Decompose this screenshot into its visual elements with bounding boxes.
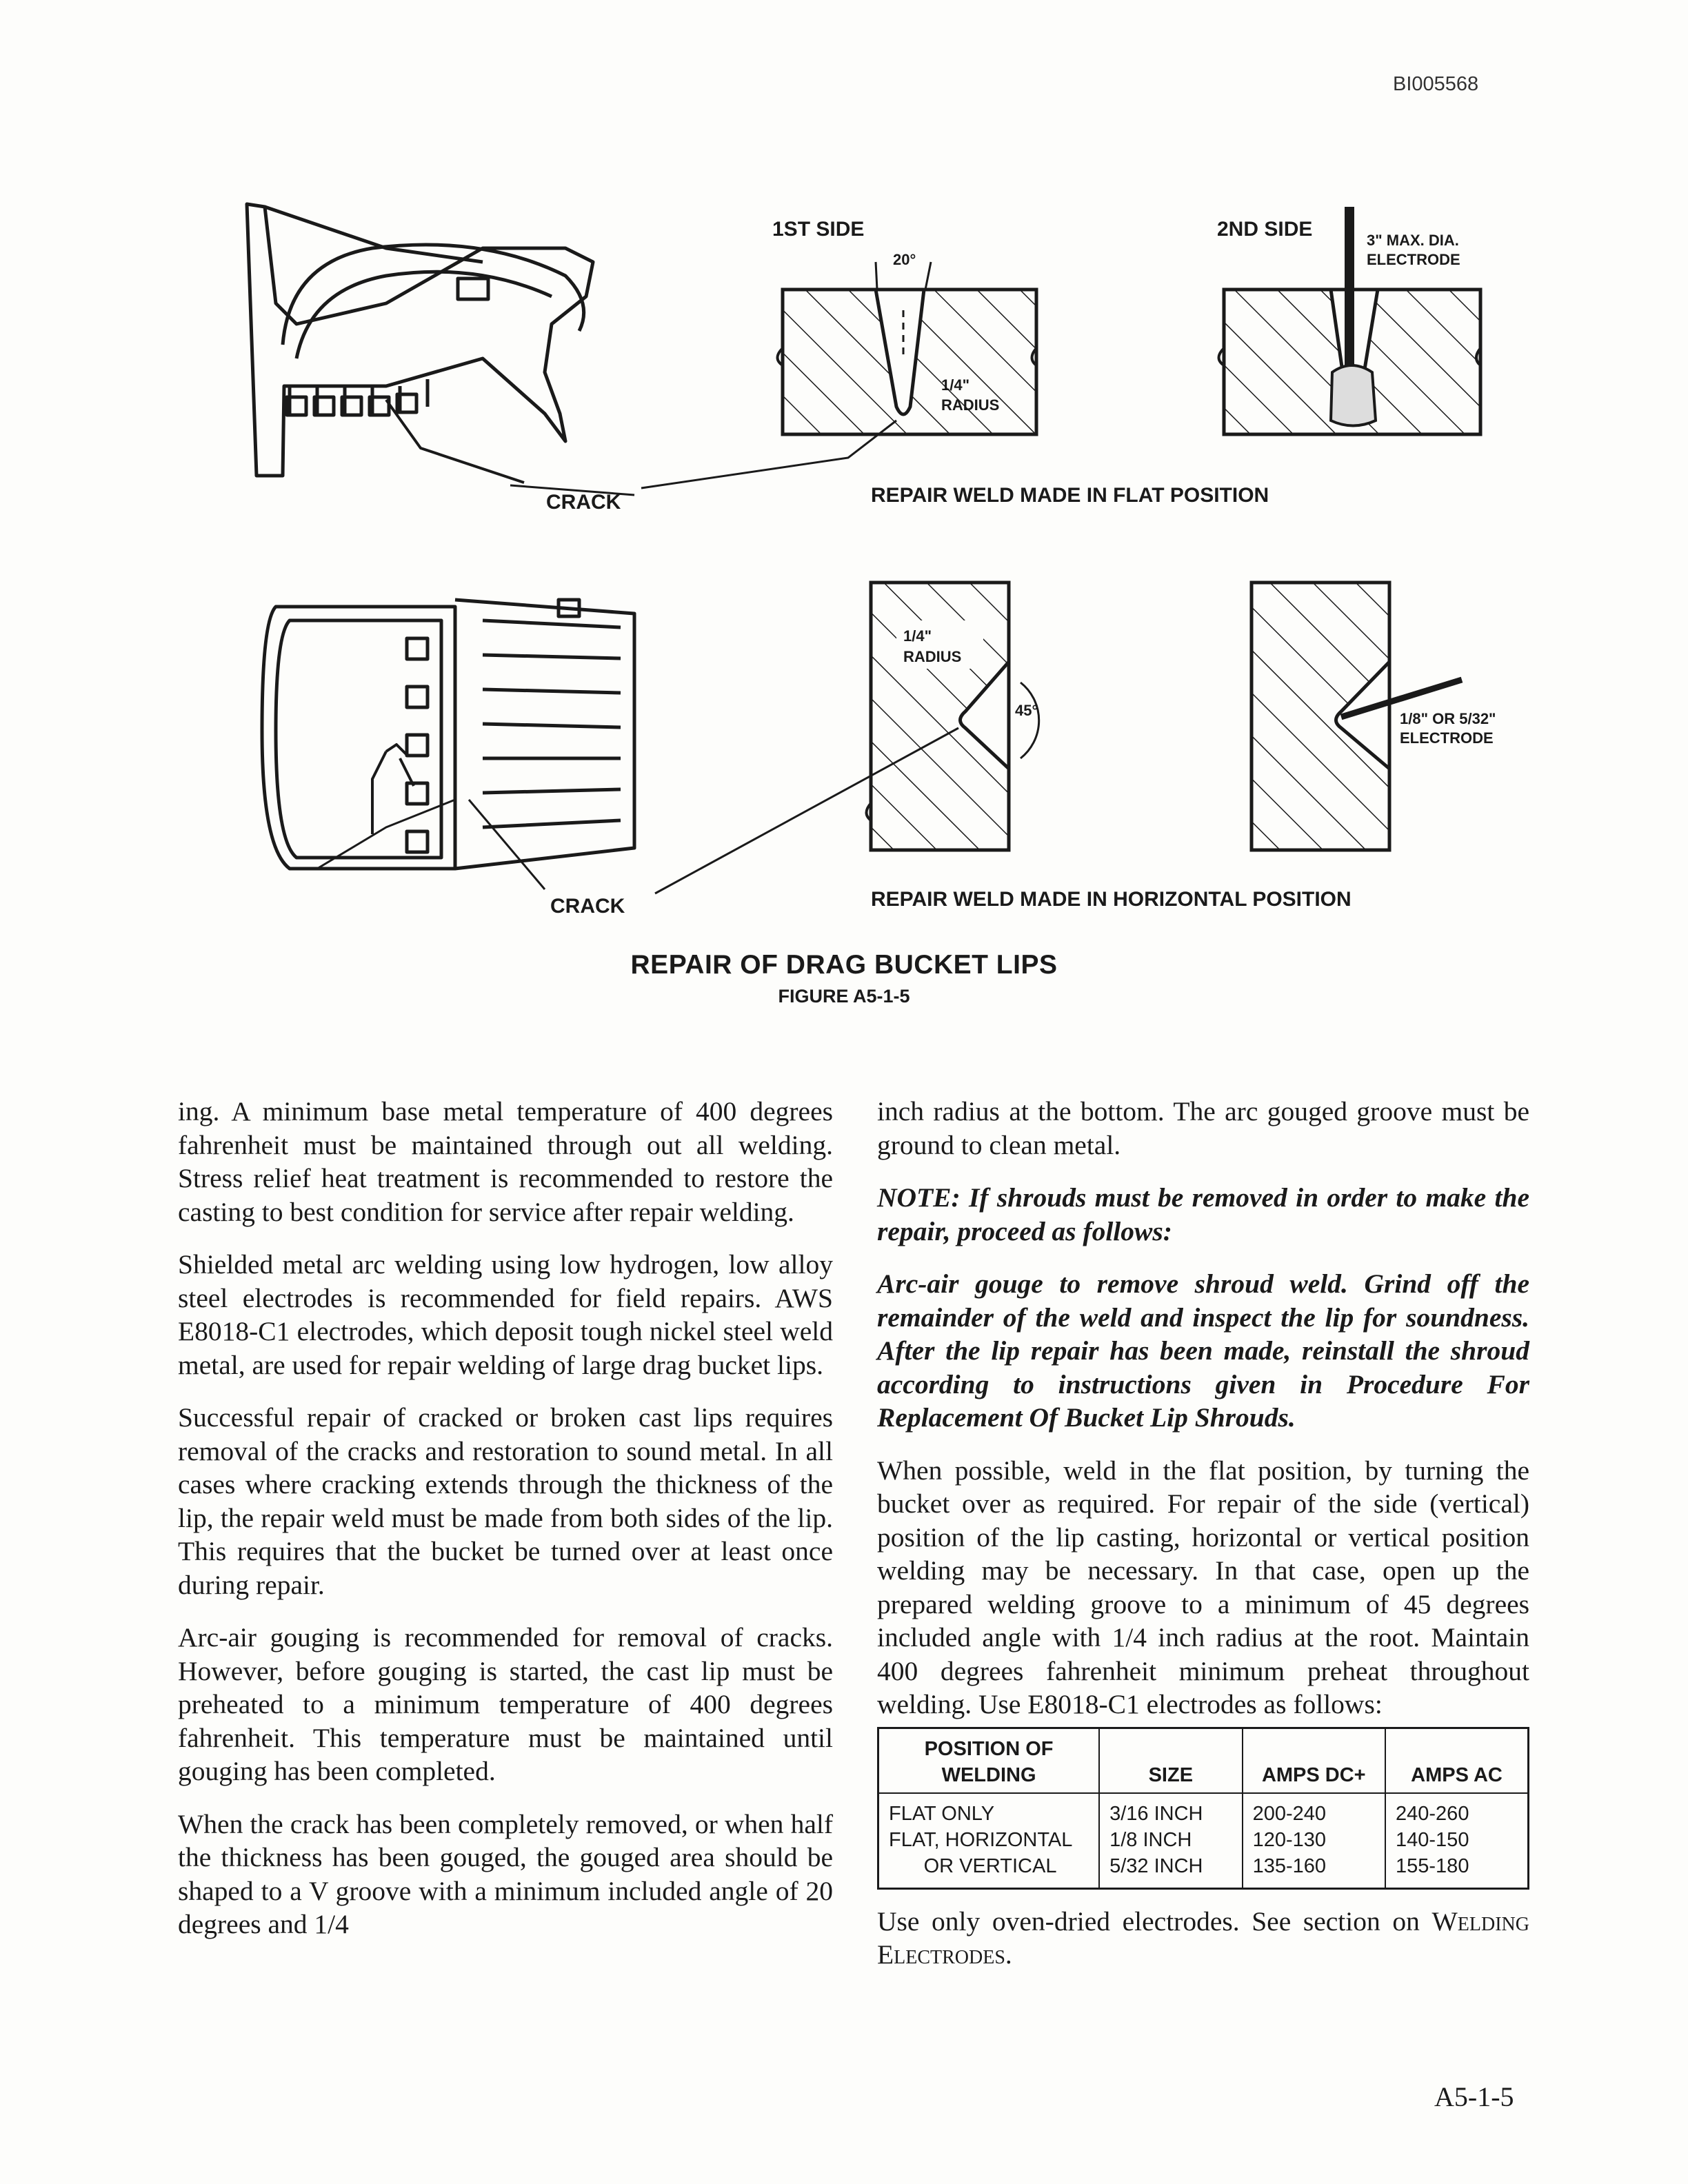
paragraph: When possible, weld in the flat position, by turning the bucket over as required. For repair of the side (vertical) position of the lip casting, horizontal or vertical position welding may be necessary. In that case, open up the prepared welding groove to a minimum of 45 degrees included angle with 1/4 inch radius at the root. Maintain 400 degrees fahrenheit minimum preheat throughout welding. Use E8018-C1 electrodes as follows: xyxy=(877,1455,1529,1719)
table-cell-amps-ac: 240-260 140-150 155-180 xyxy=(1385,1793,1528,1889)
paragraph: When the crack has been completely removed, or when half the thickness has been gouged, the gouged area should be shaped to a V groove with a minimum included angle of 20 degrees and 1/4 xyxy=(178,1808,833,1939)
bucket-side-illustration xyxy=(247,204,593,483)
figure-number: FIGURE A5-1-5 xyxy=(778,986,910,1007)
label-crack-top: CRACK xyxy=(546,491,621,514)
label-angle-20: 20° xyxy=(893,251,916,268)
paragraph: Successful repair of cracked or broken cast lips requires removal of the cracks and restoration to sound metal. In all cases where cracking extends through the thickness of the lip, the repair weld must be made from both sides of the lip. This requires that the bucket be turned over at least once during repair. xyxy=(178,1402,833,1600)
paragraph xyxy=(877,1905,1529,1972)
table-cell-position: FLAT ONLY FLAT, HORIZONTAL OR VERTICAL xyxy=(889,1802,1073,1877)
table-header-size: SIZE xyxy=(1099,1728,1242,1793)
label-small-electrode-2: ELECTRODE xyxy=(1400,729,1494,747)
figure-title: REPAIR OF DRAG BUCKET LIPS xyxy=(630,950,1058,980)
table-header-amps-ac: AMPS AC xyxy=(1385,1728,1528,1793)
table-header-position: POSITION OF WELDING xyxy=(878,1728,1100,1793)
label-max-electrode-1: 3" MAX. DIA. xyxy=(1367,232,1459,249)
paragraph: ing. A minimum base metal temperature of 400 degrees fahrenheit must be maintained through out all welding. Stress relief heat treatment is recommended to restore the casting to best condition for service after repair welding. xyxy=(178,1096,833,1227)
document-id: BI005568 xyxy=(1393,73,1479,95)
label-crack-bottom: CRACK xyxy=(550,895,625,918)
label-max-electrode-2: ELECTRODE xyxy=(1367,251,1460,268)
electrode-rod-large xyxy=(1345,207,1354,365)
label-radius-h2: RADIUS xyxy=(903,648,962,665)
table-row xyxy=(878,1793,1529,1889)
electrode-table xyxy=(877,1727,1529,1890)
label-radius-2: RADIUS xyxy=(941,396,1000,414)
label-second-side: 2ND SIDE xyxy=(1217,218,1313,241)
right-column xyxy=(877,1095,1529,1991)
caption-flat-position: REPAIR WELD MADE IN FLAT POSITION xyxy=(871,484,1269,507)
table-header-amps-dc: AMPS DC+ xyxy=(1243,1728,1385,1793)
left-column xyxy=(178,1095,833,1961)
reference-lead: Use only oven-dried electrodes. See section on xyxy=(877,1905,1420,1937)
paragraph: inch radius at the bottom. The arc gouged groove must be ground to clean metal. xyxy=(877,1096,1529,1160)
table-cell-amps-dc: 200-240 120-130 135-160 xyxy=(1243,1793,1385,1889)
label-radius-1: 1/4" xyxy=(941,376,970,394)
section-reference: Welding Electrodes. xyxy=(877,1905,1529,1970)
label-first-side: 1ST SIDE xyxy=(772,218,865,241)
paragraph: Arc-air gouging is recommended for removal of cracks. However, before gouging is started, the cast lip must be preheated to a minimum temperature of 400 degrees fahrenheit. This temperature must be maintained until gouging has been completed. xyxy=(178,1622,833,1786)
note-body: Arc-air gouge to remove shroud weld. Grind off the remainder of the weld and inspect the lip for soundness. After the lip repair has been made, reinstall the shroud according to instructions given in Procedure For Replacement Of Bucket Lip Shrouds. xyxy=(877,1268,1529,1433)
page-number: A5-1-5 xyxy=(1434,2081,1514,2112)
label-small-electrode-1: 1/8" OR 5/32" xyxy=(1400,710,1496,727)
label-angle-45: 45° xyxy=(1015,702,1038,719)
bucket-top-illustration xyxy=(262,600,634,869)
note-heading: NOTE: If shrouds must be removed in order to make the repair, proceed as follows: xyxy=(877,1182,1529,1246)
paragraph: Shielded metal arc welding using low hydrogen, low alloy steel electrodes is recommended for field repairs. AWS E8018-C1 electrodes, which deposit tough nickel steel weld metal, are used for repair welding of large drag bucket lips. xyxy=(178,1249,833,1380)
label-radius-h1: 1/4" xyxy=(903,627,932,645)
caption-horizontal-position: REPAIR WELD MADE IN HORIZONTAL POSITION xyxy=(871,888,1352,911)
repair-figure xyxy=(0,0,1688,1034)
table-cell-size: 3/16 INCH 1/8 INCH 5/32 INCH xyxy=(1099,1793,1242,1889)
